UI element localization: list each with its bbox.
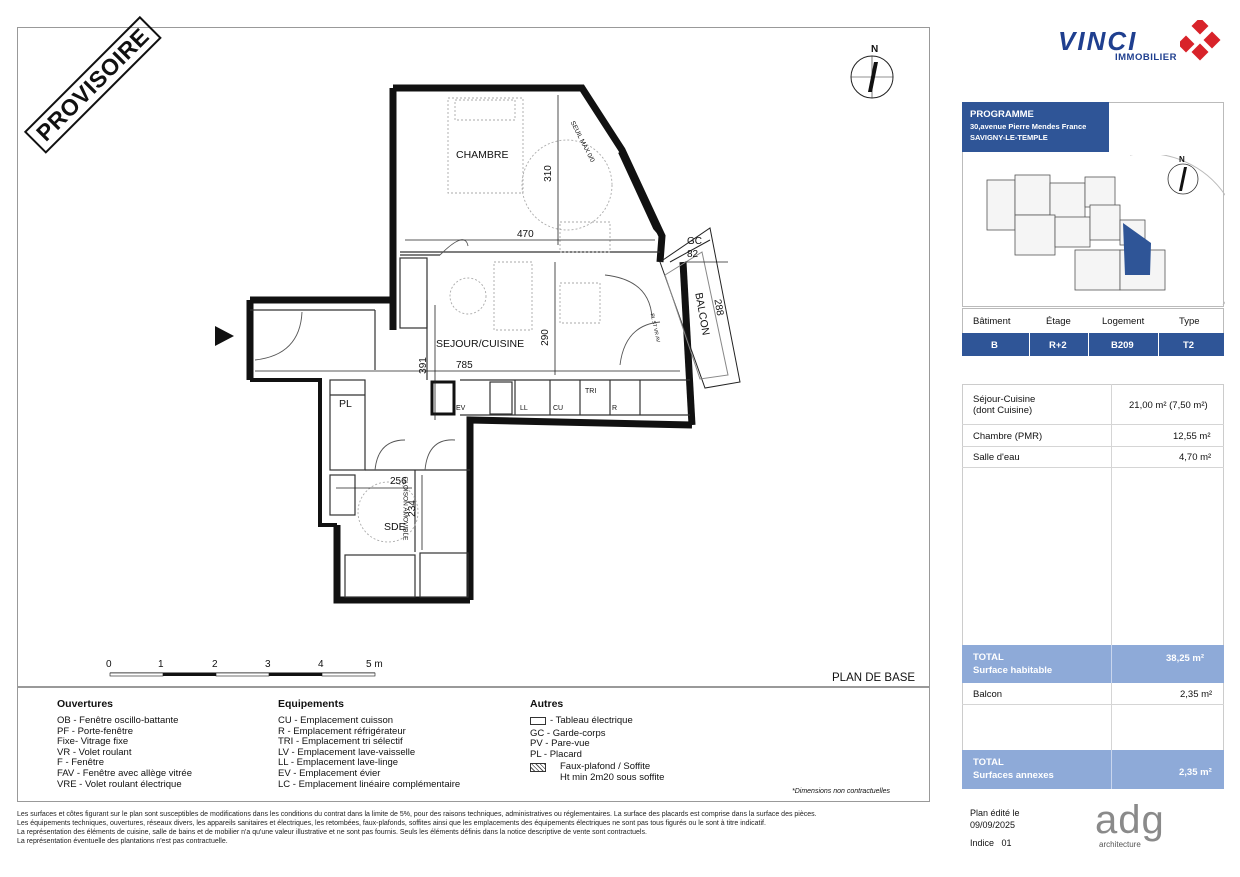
lot-header-etage: Étage <box>1046 316 1071 327</box>
surface-label: Salle d'eau <box>973 452 1020 463</box>
legend-item: LV - Emplacement lave-vaisselle <box>278 746 416 758</box>
room-balcon: BALCON <box>692 291 712 337</box>
room-sde: SDE <box>384 521 406 533</box>
equip-ll: LL <box>520 405 528 412</box>
surface-label: Séjour-Cuisine (dont Cuisine) <box>973 394 1036 416</box>
legend-autres: Autres - Tableau électrique GC - Garde-corps PV - Pare-vue PL - Placard Faux-plafond / Soffite Ht min 2m20 sous soffite <box>530 698 665 783</box>
scale-3: 3 <box>265 659 271 670</box>
site-plan-thumbnail <box>975 155 1225 305</box>
total-habitable-sublabel: Surface habitable <box>973 665 1053 676</box>
legend-item: TRI - Emplacement tri sélectif <box>278 736 403 748</box>
legend-item: EV - Emplacement évier <box>278 767 381 779</box>
total-habitable-row <box>962 645 1224 683</box>
surface-label: Chambre (PMR) <box>973 431 1043 442</box>
room-pl: PL <box>339 398 352 410</box>
vinci-cross-icon <box>1180 20 1222 62</box>
scale-1: 1 <box>158 659 164 670</box>
lot-batiment: B <box>991 340 998 351</box>
vinci-logo: VINCI IMMOBILIER <box>1058 20 1223 65</box>
edit-date: 09/09/2025 <box>970 820 1016 830</box>
indice: Indice 01 <box>970 838 1012 848</box>
disclaimer: Les surfaces et côtes figurant sur le plan sont susceptibles de modifications dans les conditions du contrat dans la limite de 5%, pour des raisons techniques, administratives ou réglementaires. La surface des placards est comprise dans la surface des pièces. Les équipements techniques, ouvertures, réseaux divers, les appareils sanitaires et électriques, les retombées, faux-plafonds, soffites ainsi que les emplacements des équipements électriques ne sont pas tous figurés ou le sont à titre indicatif. La représentation des éléments de cuisine, salle de bains et de mobilier n'a qu'une valeur illustrative et ne sont pas fournis. Seuls les éléments définis dans la notice descriptive de vente sont contractuels. La représentation éventuelle des plantations n'est pas contractuelle. <box>17 811 817 845</box>
legend-ouvertures: Ouvertures OB - Fenêtre oscillo-battante PF - Porte-fenêtre Fixe- Vitrage fixe VR - Volet roulant F - Fenêtre FAV - Fenêtre avec allège vitrée VRE - Volet roulant électrique <box>57 698 192 790</box>
dim-256: 256 <box>390 476 407 487</box>
equip-cu: CU <box>553 405 564 412</box>
compass-icon: N <box>848 44 896 102</box>
room-sejour: SEJOUR/CUISINE <box>436 338 525 350</box>
total-habitable-value: 38,25 m² <box>1166 653 1205 664</box>
legend-item: GC - Garde-corps <box>530 727 606 739</box>
room-chambre: CHAMBRE <box>456 149 509 161</box>
legend-item: LL - Emplacement lave-linge <box>278 757 399 769</box>
dim-290: 290 <box>539 329 551 346</box>
dim-391: 391 <box>417 357 429 374</box>
site-compass-icon <box>1168 164 1198 194</box>
legend-equipements: Equipements CU - Emplacement cuisson R - Emplacement réfrigérateur TRI - Emplacement tri sélectif LV - Emplacement lave-vaisselle LL - Emplacement lave-linge EV - Emplacement évier LC - Emplacement linéaire complémentaire <box>278 698 461 790</box>
room-gc: GC <box>687 236 702 247</box>
legend-item: Ht min 2m20 sous soffite <box>560 771 665 783</box>
surface-value: 12,55 m² <box>1173 431 1211 442</box>
edit-label: Plan édité le <box>970 808 1020 818</box>
dim-470: 470 <box>517 229 534 240</box>
legend-item: OB - Fenêtre oscillo-battante <box>57 715 179 726</box>
legend-item: FAV - Fenêtre avec allège vitrée <box>57 767 192 779</box>
annex-value: 2,35 m² <box>1180 689 1213 700</box>
legend-item: R - Emplacement réfrigérateur <box>278 725 406 737</box>
annex-label: Balcon <box>973 689 1003 700</box>
balcony-note: PL ST VR AV <box>648 313 661 343</box>
entry-arrow-icon <box>215 326 234 346</box>
scale-5: 5 m <box>366 659 383 670</box>
legend-item: Fixe- Vitrage fixe <box>57 736 129 748</box>
legend-item: VRE - Volet roulant électrique <box>57 778 182 790</box>
scale-bar <box>110 673 375 676</box>
lot-header-logement: Logement <box>1102 316 1145 327</box>
lot-etage: R+2 <box>1049 340 1067 351</box>
lot-logement: B209 <box>1111 340 1134 351</box>
equip-ev: EV <box>456 405 466 412</box>
dim-288: 288 <box>711 298 726 317</box>
surfaces-table <box>962 384 1224 789</box>
provisoire-stamp: PROVISOIRE <box>24 33 144 153</box>
legend-item: F - Fenêtre <box>57 757 104 769</box>
dim-82: 82 <box>687 249 699 260</box>
legend-item: PF - Porte-fenêtre <box>57 725 134 737</box>
dim-234: 234 <box>406 500 418 517</box>
surface-value: 21,00 m² (7,50 m²) <box>1129 400 1208 411</box>
dim-310: 310 <box>542 165 554 182</box>
programme-header: PROGRAMME 30,avenue Pierre Mendes France SAVIGNY-LE-TEMPLE <box>962 102 1109 152</box>
legend-item: CU - Emplacement cuisson <box>278 715 394 726</box>
equip-tri: TRI <box>585 388 597 395</box>
equip-r: R <box>612 405 618 412</box>
total-annexes-value: 2,35 m² <box>1179 767 1212 778</box>
scale-0: 0 <box>106 659 112 670</box>
surface-value: 4,70 m² <box>1179 452 1212 463</box>
total-habitable-label: TOTAL <box>973 652 1004 663</box>
lot-type: T2 <box>1183 340 1195 351</box>
dim-785: 785 <box>456 360 473 371</box>
hatch-icon <box>530 763 546 772</box>
south-east-wall <box>470 420 692 600</box>
scale-4: 4 <box>318 659 324 670</box>
legend-note: *Dimensions non contractuelles <box>792 788 891 795</box>
lot-header-type: Type <box>1179 316 1200 327</box>
legend-item: PL - Placard <box>530 748 582 760</box>
total-annexes-sublabel: Surfaces annexes <box>973 770 1054 781</box>
lot-header-batiment: Bâtiment <box>973 316 1011 327</box>
adg-logo: adg architecture <box>1095 798 1165 849</box>
legend-item: LC - Emplacement linéaire complémentaire <box>278 778 461 790</box>
legend-item: PV - Pare-vue <box>530 738 590 750</box>
total-annexes-label: TOTAL <box>973 757 1004 768</box>
seuil-label: SEUIL MAX 0/0 <box>568 120 596 164</box>
scale-2: 2 <box>212 659 218 670</box>
tableau-electrique-icon <box>530 717 546 725</box>
cloison-label: CLOISON AMOVIBLE <box>401 476 409 541</box>
legend-item: VR - Volet roulant <box>57 746 132 758</box>
plan-title: PLAN DE BASE <box>832 672 916 684</box>
